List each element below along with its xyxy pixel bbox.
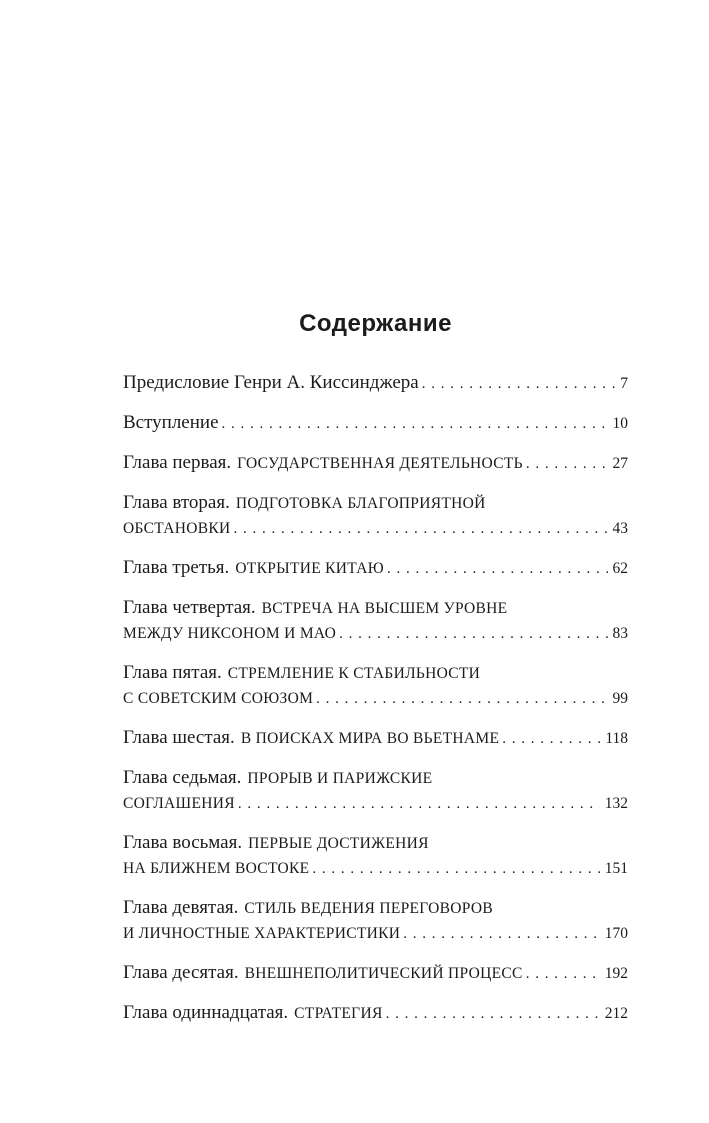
entry-prefix: Глава третья. (123, 557, 230, 578)
dot-leader (222, 412, 608, 437)
page-number: 118 (605, 730, 628, 747)
entry-line1 (123, 450, 628, 477)
entry-line2 (123, 621, 628, 647)
toc-entry (123, 830, 628, 882)
page-number: 132 (604, 795, 628, 812)
entry-prefix: Глава вторая. (123, 492, 230, 513)
page-number: 151 (604, 860, 628, 877)
entry-prefix: Глава пятая. (123, 662, 222, 683)
toc-entry (123, 370, 628, 397)
toc-entry (123, 725, 628, 752)
entry-line2 (123, 686, 628, 712)
dot-leader (238, 792, 600, 817)
entry-caps: ОТКРЫТИЕ КИТАЮ (235, 560, 385, 577)
entry-line2 (123, 856, 628, 882)
entry-tail (419, 371, 628, 397)
entry-caps2: НА БЛИЖНЕМ ВОСТОКЕ (123, 860, 310, 877)
entry-caps2: МЕЖДУ НИКСОНОМ И МАО (123, 625, 337, 642)
entry-tail (309, 856, 628, 882)
entry-line1 (123, 410, 628, 437)
dot-leader (502, 727, 600, 752)
dot-leader (386, 1002, 600, 1027)
entry-caps: СТИЛЬ ВЕДЕНИЯ ПЕРЕГОВОРОВ (244, 900, 494, 917)
entry-caps2: И ЛИЧНОСТНЫЕ ХАРАКТЕРИСТИКИ (123, 925, 401, 942)
toc-entry (123, 410, 628, 437)
entry-prefix: Глава первая. (123, 452, 232, 473)
dot-leader (422, 372, 616, 397)
entry-prefix: Глава шестая. (123, 727, 235, 748)
dot-leader (526, 962, 600, 987)
dot-leader (316, 687, 607, 712)
entry-line1 (123, 660, 628, 686)
entry-line2 (123, 921, 628, 947)
entry-caps: В ПОИСКАХ МИРА ВО ВЬЕТНАМЕ (240, 730, 500, 747)
entry-tail (336, 621, 628, 647)
entry-tail (523, 961, 628, 987)
dot-leader (233, 517, 607, 542)
entry-line1 (123, 765, 628, 791)
entry-caps: СТРЕМЛЕНИЕ К СТАБИЛЬНОСТИ (227, 665, 481, 682)
page-number: 212 (604, 1005, 628, 1022)
entry-line1 (123, 595, 628, 621)
toc-entry (123, 450, 628, 477)
entry-line1 (123, 490, 628, 516)
toc-entry (123, 765, 628, 817)
entry-tail (383, 1001, 628, 1027)
entry-tail (523, 451, 628, 477)
dot-leader (526, 452, 608, 477)
entry-caps: ПОДГОТОВКА БЛАГОПРИЯТНОЙ (235, 495, 486, 512)
entry-prefix: Глава десятая. (123, 962, 239, 983)
entry-tail (313, 686, 628, 712)
entry-line1 (123, 555, 628, 582)
entry-line1 (123, 1000, 628, 1027)
toc-entry (123, 1000, 628, 1027)
entry-line1 (123, 895, 628, 921)
entry-caps2: СОГЛАШЕНИЯ (123, 795, 235, 812)
dot-leader (312, 857, 599, 882)
entry-line2 (123, 516, 628, 542)
entry-line1 (123, 370, 628, 397)
entry-caps: ВСТРЕЧА НА ВЫСШЕМ УРОВНЕ (261, 600, 508, 617)
entry-prefix: Предисловие Генри А. Киссинджера (123, 372, 419, 393)
page-number: 10 (612, 415, 628, 432)
toc-entry (123, 660, 628, 712)
entry-prefix: Глава восьмая. (123, 832, 243, 853)
page-number: 192 (604, 965, 628, 982)
dot-leader (339, 622, 607, 647)
entry-tail (235, 791, 628, 817)
entry-tail (219, 411, 628, 437)
entry-line2 (123, 791, 628, 817)
entry-prefix: Глава одиннадцатая. (123, 1002, 289, 1023)
entry-prefix: Глава седьмая. (123, 767, 242, 788)
entry-prefix: Вступление (123, 412, 219, 433)
entry-caps: ПЕРВЫЕ ДОСТИЖЕНИЯ (248, 835, 429, 852)
entry-tail (400, 921, 628, 947)
page-number: 83 (612, 625, 628, 642)
dot-leader (403, 922, 600, 947)
entry-caps2: С СОВЕТСКИМ СОЮЗОМ (123, 690, 314, 707)
toc-entry (123, 555, 628, 582)
entry-caps: ПРОРЫВ И ПАРИЖСКИЕ (247, 770, 433, 787)
entry-caps: СТРАТЕГИЯ (294, 1005, 383, 1022)
page-number: 170 (604, 925, 628, 942)
page-number: 62 (612, 560, 628, 577)
entry-line1 (123, 725, 628, 752)
entry-line1 (123, 960, 628, 987)
toc-list (123, 370, 628, 1027)
page-number: 43 (612, 520, 628, 537)
entry-tail (230, 516, 628, 542)
entry-caps2: ОБСТАНОВКИ (123, 520, 231, 537)
page-number: 7 (620, 375, 628, 392)
entry-caps: ВНЕШНЕПОЛИТИЧЕСКИЙ ПРОЦЕСС (244, 965, 523, 982)
entry-prefix: Глава девятая. (123, 897, 239, 918)
entry-line1 (123, 830, 628, 856)
toc-entry (123, 595, 628, 647)
entry-prefix: Глава четвертая. (123, 597, 256, 618)
page-title: Содержание (299, 310, 452, 337)
entry-caps: ГОСУДАРСТВЕННАЯ ДЕЯТЕЛЬНОСТЬ (237, 455, 523, 472)
toc-entry (123, 895, 628, 947)
entry-tail (499, 726, 628, 752)
toc-entry (123, 960, 628, 987)
toc-entry (123, 490, 628, 542)
page-number: 27 (612, 455, 628, 472)
entry-tail (384, 556, 628, 582)
page-number: 99 (612, 690, 628, 707)
dot-leader (387, 557, 607, 582)
